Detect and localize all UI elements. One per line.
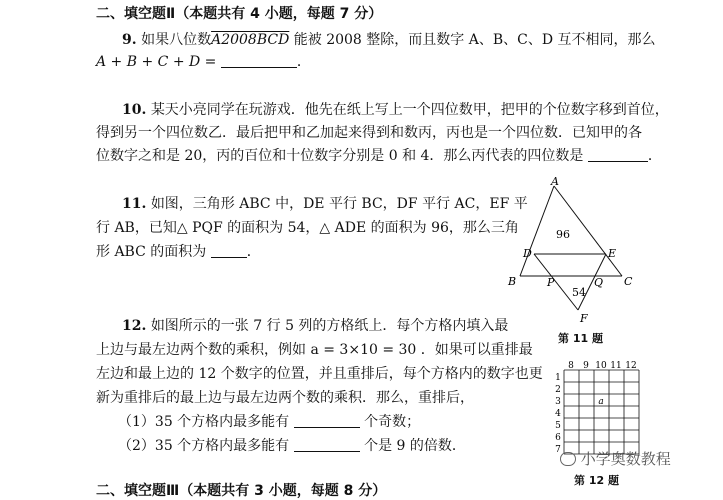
side-AB (520, 186, 554, 276)
question-11-line3: 形 ABC 的面积为 ． (96, 244, 261, 260)
area-label-ADE: 96 (556, 228, 570, 241)
section-header: 二、填空题Ⅲ（本题共有 3 小题，每题 8 分） (96, 483, 387, 499)
question-number: 11. (122, 196, 147, 212)
sub-question-1 (118, 412, 420, 432)
top-number: 9 (583, 361, 589, 371)
top-number: 11 (610, 361, 622, 371)
left-number: 2 (555, 385, 561, 395)
figure-caption: 第 11 题 (558, 332, 603, 345)
overlined-number: A2008BCD (211, 32, 290, 48)
grid-cell-a: a (598, 397, 604, 407)
question-text: A + B + C + D = (96, 54, 217, 70)
label-A: A (551, 176, 559, 188)
top-number: 8 (568, 361, 574, 371)
question-text: 得到另一个四位数乙．最后把甲和乙加起来得到和数丙，丙也是一个四位数．已知甲的各 (96, 125, 642, 141)
question-number: 10. (122, 102, 147, 118)
answer-blank[interactable] (211, 243, 247, 258)
left-number: 4 (555, 409, 561, 419)
label-E: E (608, 247, 617, 260)
top-number: 12 (625, 361, 637, 371)
left-number: 6 (555, 433, 561, 443)
label-B: B (508, 275, 517, 288)
label-C: C (624, 275, 633, 288)
question-text: 行 AB，已知△ PQF 的面积为 54，△ ADE 的面积为 96，那么三角 (96, 220, 519, 236)
question-text: 如图所示的一张 7 行 5 列的方格纸上．每个方格内填入最 (150, 318, 509, 334)
question-10-line3: 位数字之和是 20，丙的百位和十位数字分别是 0 和 4．那么丙代表的四位数是 ． (96, 148, 662, 164)
question-11 (122, 194, 528, 214)
left-number: 5 (555, 421, 561, 431)
question-text: 个奇数； (364, 414, 421, 430)
top-number: 10 (595, 361, 607, 371)
question-text: 能被 2008 整除，而且数字 A、B、C、D 互不相同，那么 (293, 32, 656, 48)
left-number: 1 (555, 373, 561, 383)
section-header: 二、填空题Ⅱ（本题共有 4 小题，每题 7 分） (96, 6, 383, 22)
question-text: 形 ABC 的面积为 (96, 244, 207, 260)
left-number: 7 (555, 445, 561, 455)
watermark-text: 小学奥数教程 (580, 450, 671, 468)
answer-blank[interactable] (221, 53, 297, 68)
question-9-line2: A + B + C + D = ． (96, 54, 311, 70)
sub-question-2 (118, 436, 466, 456)
label-D: D (523, 247, 532, 260)
question-text: 如图，三角形 ABC 中，DE 平行 BC，DF 平行 AC，EF 平 (150, 196, 528, 212)
question-text: 某天小亮同学在玩游戏．他先在纸上写上一个四位数甲，把甲的个位数字移到首位， (150, 102, 669, 118)
question-text: 个是 9 的倍数． (364, 438, 466, 454)
question-text: 如果八位数 (141, 32, 212, 48)
answer-blank[interactable] (588, 147, 648, 162)
question-text: （1）35 个方格内最多能有 (118, 414, 290, 430)
watermark (560, 448, 671, 469)
question-9 (122, 30, 656, 50)
area-label-PQF: 54 (572, 286, 586, 299)
question-12 (122, 316, 508, 336)
label-Q: Q (594, 276, 604, 289)
label-P: P (547, 276, 555, 289)
figure-caption: 第 12 题 (574, 474, 619, 487)
triangle-figure (506, 176, 646, 326)
left-number: 3 (555, 397, 561, 407)
question-text: 左边和最上边的 12 个数字的位置，并且重排后，每个方格内的数字也更 (96, 366, 543, 382)
question-number: 9. (122, 32, 137, 48)
question-10 (122, 100, 669, 120)
answer-blank[interactable] (294, 413, 360, 428)
question-text: 新为重排后的最上边与最左边两个数的乘积．那么，重排后， (96, 390, 474, 406)
question-number: 12. (122, 318, 147, 334)
question-text: 上边与最左边两个数的乘积，例如 a = 3×10 = 30 ．如果可以重排最 (96, 342, 533, 358)
answer-blank[interactable] (294, 437, 360, 452)
question-text: 位数字之和是 20，丙的百位和十位数字分别是 0 和 4．那么丙代表的四位数是 (96, 148, 584, 164)
chat-bubble-icon (560, 452, 576, 466)
segment-DF (534, 254, 578, 310)
question-text: （2）35 个方格内最多能有 (118, 438, 290, 454)
label-F: F (580, 312, 588, 325)
